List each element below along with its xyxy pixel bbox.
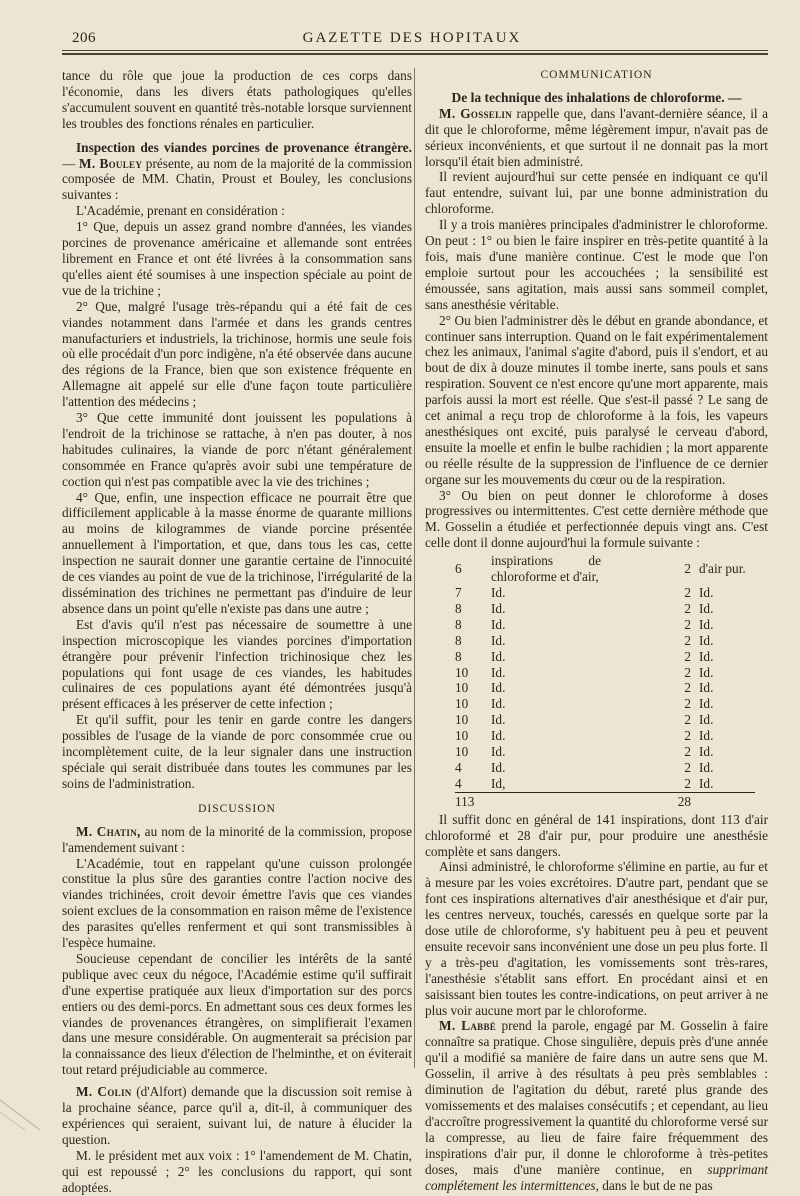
row-air-count: 2 (684, 759, 691, 775)
total-air: 28 (677, 793, 691, 809)
table-row (455, 680, 755, 696)
row-inspirations: 8 (455, 632, 462, 648)
row-air-label: Id. (699, 696, 714, 712)
row-air-count: 2 (684, 712, 691, 728)
row-inspirations: 4 (455, 759, 462, 775)
table-row (455, 728, 755, 744)
row-air-label: Id. (699, 600, 714, 616)
speaker-name: M. Gosselin (439, 105, 513, 121)
paragraph: L'Académie, tout en rappelant qu'une cuisson prolongée constitue la plus sûre des garanties contre l'action nocive des viandes trichinées, croit devoir émettre l'avis que ces viandes soient exclues de la consommation en raison même de l'existence des parasites qu'elles renferment et qui sont transmissibles à l'espèce humaine. (62, 855, 412, 951)
paragraph: 4° Que, enfin, une inspection efficace ne pourrait être que difficilement applicable à la masse énorme de quarante millions au moins de kilogrammes de viande porcine présentée annuellement à l'importation, et que, dans tous les cas, cette inspection ne saurait donner une garantie certaine de l'innocuité de ces viandes au point de vue de la trichinose, l'irrégularité de la dissémination des trichines ne permettant pas d'induire de leur absence dans un point qu'elle n'existe pas dans une autre ; (62, 489, 412, 616)
row-air-count: 2 (684, 600, 691, 616)
table-row (455, 744, 755, 760)
row-air-count: 2 (684, 728, 691, 744)
row-air-label: Id. (699, 728, 714, 744)
paragraph-chatin: M. Chatin, au nom de la minorité de la commission, propose l'amendement suivant : (62, 823, 412, 855)
row-label: Id. (491, 744, 506, 760)
row-air-count: 2 (684, 616, 691, 632)
page-header (62, 30, 762, 50)
table-row (455, 649, 755, 665)
header-rule-thin (62, 50, 768, 51)
table-row (455, 712, 755, 728)
paragraph: Et qu'il suffit, pour les tenir en garde contre les dangers possibles de l'usage de la viande de porc consommée crue ou incomplètement cuite, de la leur signaler dans une instruction spéciale qui serait distribuée dans toutes les communes par les soins de l'administration. (62, 712, 412, 791)
paragraph: Est d'avis qu'il n'est pas nécessaire de soumettre à une inspection microscopique les viandes porcines d'importation étrangère pour prévenir l'infection trichinosique chez les populations qui font usage de ces viandes, les habitudes culinaires de ces populations ayant été démontrées jusqu'à présent efficaces à les préserver de cette infection ; (62, 616, 412, 712)
row-label: Id. (491, 696, 506, 712)
paragraph: 2° Que, malgré l'usage très-répandu qui a été fait de ces viandes notamment dans l'armée et dans les grands centres manufacturiers et industriels, la trichinose, hormis une seule fois où elle procédait d'un porc indigène, n'a été observée dans aucune des régions de la France, bien que son existence fréquente en Allemagne ait appelé sur elle d'une façon toute particulière l'attention des médecins ; (62, 298, 412, 410)
paragraph: Il suffit donc en général de 141 inspirations, dont 113 d'air chloroformé et 28 d'air pur, pour produire une anesthésie complète et sans dangers. (425, 811, 768, 859)
row-air-count: 2 (684, 561, 691, 577)
paragraph: Soucieuse cependant de concilier les intérêts de la santé publique avec ceux du négoce, l'Académie estime qu'il suffirait d'une expertise pratiquée aux lieux d'importation sur des porcs entiers ou des demi-porcs. En admettant sous ces deux formes les viandes de provenances étrangères, on simplifierait l'examen dans une mesure considérable. On augmenterait sa précision par la connaissance des lieux d'élection de l'helminthe, et on éviterait tout retard préjudiciable au commerce. (62, 950, 412, 1078)
table-total-row (455, 792, 755, 809)
speaker-name: M. Colin (76, 1084, 132, 1100)
row-inspirations: 10 (455, 712, 469, 728)
row-inspirations: 10 (455, 744, 469, 760)
row-inspirations: 10 (455, 728, 469, 744)
row-label: Id, (491, 776, 601, 792)
total-inspirations: 113 (455, 793, 475, 809)
row-air-count: 2 (601, 776, 699, 792)
speaker-name: M. Chatin, (76, 823, 141, 839)
row-air-count: 2 (684, 664, 691, 680)
page-fold-mark (0, 1090, 60, 1130)
paragraph: L'Académie, prenant en considération : (76, 203, 285, 219)
row-inspirations: 10 (455, 680, 469, 696)
row-air-count: 2 (684, 632, 691, 648)
paragraph-labbe: M. Labbé prend la parole, engagé par M. Gosselin à faire connaître sa pratique. Chose singulière, depuis près d'une année qu'il a modifié sa manière de faire dans un autre sens que M. Gosselin, il arrive à des résultats à peu près semblables : diminution de l'agitation du début, rareté plus grande des vomissements et des malaises consécutifs ; et cependant, au lieu d'accroître progressivement la quantité du chloroforme versé sur la compresse, au lieu de faire faire fréquemment des inspirations d'air pur, il donne le chloroforme à très-petites doses, mais d'une manière continue, en supprimant complétement les intermittences, dans le but de ne pas (425, 1018, 768, 1193)
row-inspirations: 8 (455, 648, 462, 664)
paragraph: M. le président met aux voix : 1° l'amendement de M. Chatin, qui est repoussé ; 2° les conclusions du rapport, qui sont adoptées. (62, 1147, 412, 1195)
table-row (455, 601, 755, 617)
row-inspirations: 6 (455, 561, 462, 577)
row-air-label: d'air pur. (699, 561, 746, 577)
paragraph: 3° Ou bien on peut donner le chloroforme à doses progressives ou intermittentes. C'est cette dernière méthode que M. Gosselin a étudiée et perfectionnée depuis vingt ans. C'est celle dont il donne aujourd'hui la formule suivante : (425, 487, 768, 551)
article-heading: Inspection des viandes porcines de provenance étrangère. (76, 139, 412, 155)
row-air-label: Id. (699, 776, 755, 792)
paragraph: Il y a trois manières principales d'administrer le chloroforme. On peut : 1° ou bien le faire inspirer en très-petite quantité à la fois, mais d'une manière continue. C'est le mode que l'on emploie surtout pour les accouchées ; la sensibilité est émoussée, sans agitation, mais aussi sans sommeil complet, sans anesthésie véritable. (425, 217, 768, 312)
paragraph-inspection: Inspection des viandes porcines de provenance étrangère. — M. Bouley présente, au nom de la majorité de la commission composée de MM. Chatin, Proust et Bouley, les conclusions suivantes : (62, 139, 412, 203)
table-row (455, 696, 755, 712)
row-label: Id. (491, 728, 506, 744)
row-air-label: Id. (699, 712, 714, 728)
article-heading: De la technique des inhalations de chloroforme. — (451, 89, 742, 105)
speaker-name: M. Bouley (78, 155, 143, 171)
row-inspirations: 7 (455, 585, 462, 600)
row-air-count: 2 (684, 585, 691, 600)
header-rule-thick (62, 53, 768, 55)
paragraph: Il revient aujourd'hui sur cette pensée en indiquant ce qu'il faut entendre, suivant lui, par une bonne administration du chloroforme. (425, 169, 768, 217)
journal-title: GAZETTE DES HOPITAUX (302, 30, 522, 46)
inspiration-table (455, 553, 755, 810)
table-row (455, 776, 755, 792)
paragraph: tance du rôle que joue la production de ces corps dans l'économie, dans les divers états pathologiques qu'elles s'accumulent souvent en quantité très-notable lorsque surviennent les troubles des fonctions rénales en particulier. (62, 68, 412, 131)
row-air-count: 2 (684, 696, 691, 712)
row-air-count: 2 (684, 680, 691, 696)
paragraph: 3° Que cette immunité dont jouissent les populations à l'endroit de la trichinose se rattache, à n'en pas douter, à nos habitudes culinaires, la viande de porc n'étant généralement consommée en France qu'après avoir subi une température de coction qui n'est pas compatible avec la vie des trichines ; (62, 410, 412, 489)
section-title-discussion: DISCUSSION (198, 802, 276, 815)
row-label: Id. (491, 680, 506, 696)
right-column (425, 68, 768, 1193)
row-air-label: Id. (699, 632, 714, 648)
table-row (455, 665, 755, 681)
table-row (455, 553, 755, 585)
paragraph-colin: M. Colin (d'Alfort) demande que la discussion soit remise à la prochaine séance, parce qu'il a, dit-il, à communiquer des expériences qui seraient, suivant lui, de nature à élucider la question. (62, 1084, 412, 1147)
row-air-label: Id. (699, 744, 714, 760)
row-air-label: Id. (699, 585, 714, 600)
column-divider (414, 68, 415, 1068)
row-air-label: Id. (699, 664, 714, 680)
row-label: Id. (491, 648, 506, 664)
row-air-label: Id. (699, 616, 714, 632)
table-row (455, 760, 755, 776)
left-column (62, 68, 412, 1196)
row-label: Id. (491, 600, 506, 616)
row-label: Id. (491, 664, 506, 680)
section-title-communication: COMMUNICATION (540, 69, 653, 81)
speaker-name: M. Labbé (439, 1018, 497, 1034)
paragraph: 1° Que, depuis un assez grand nombre d'années, les viandes porcines de provenance américaine et allemande sont entrées librement en France et ont été livrées à la consommation sans qu'elles aient été soumises à une inspection spéciale au point de vue de la trichine ; (62, 219, 412, 298)
table-row (455, 585, 755, 601)
row-air-count: 2 (684, 648, 691, 664)
table-row (455, 633, 755, 649)
row-inspirations: 8 (455, 600, 462, 616)
row-inspirations: 10 (455, 696, 469, 712)
row-label: Id. (491, 585, 506, 600)
paragraph: Ainsi administré, le chloroforme s'élimine en partie, au fur et à mesure par les voies excrétoires. D'autre part, pendant que se font ces inspirations alternatives d'air anesthésique et d'air pur, les centres nerveux, touchés, caressés en quelque sorte par la dose utile de chloroforme, s'y habituent peu à peu et peuvent ensuite recevoir sans inconvénient une dose un peu plus forte. Il y a très-peu d'agitation, les vomissements sont très-rares, l'anesthésie s'établit sans effort. En procédant ainsi et en saisissant bien toutes les contre-indications, on peut arriver à ne plus voir aucune mort par le chloroforme. (425, 859, 768, 1018)
row-inspirations: 10 (455, 664, 469, 680)
row-label: inspirations de chloroforme et d'air, (491, 553, 601, 585)
row-inspirations: 8 (455, 616, 462, 632)
row-label: Id. (491, 632, 506, 648)
paragraph: 2° Ou bien l'administrer dès le début en grande abondance, et continuer sans interruption. Quand on le fait expérimentalement chez les animaux, l'animal s'agite d'abord, puis il s'endort, et au bout de dix à douze minutes il tombe inerte, sans pouls et sans respiration. Souvent ce n'est encore qu'une mort apparente, mais parfois aussi la mort est réelle. Que s'est-il passé ? Le sang de cet animal a reçu trop de chloroforme à la fois, les vapeurs anesthésiques ont excité, puis paralysé le cerveau d'abord, ensuite la moelle et enfin le bulbe rachidien ; la mort apparente ou réelle résulte de la suppression de l'influence de ce dernier organe sur les mouvements du cœur ou de la respiration. (425, 312, 768, 487)
table-row (455, 617, 755, 633)
page-number: 206 (72, 30, 96, 46)
paragraph-gosselin: M. Gosselin rappelle que, dans l'avant-dernière séance, il a dit que le chloroforme, même légèrement impur, n'avait pas de sérieux inconvénients, et que surtout il ne donnait pas la mort lorsqu'il était bien administré. (425, 105, 768, 169)
row-label: Id. (491, 616, 506, 632)
row-label: Id. (491, 759, 506, 775)
row-label: Id. (491, 712, 506, 728)
row-air-label: Id. (699, 648, 714, 664)
row-air-count: 2 (684, 744, 691, 760)
row-inspirations: 4 (455, 776, 491, 792)
row-air-label: Id. (699, 680, 714, 696)
row-air-label: Id. (699, 759, 714, 775)
